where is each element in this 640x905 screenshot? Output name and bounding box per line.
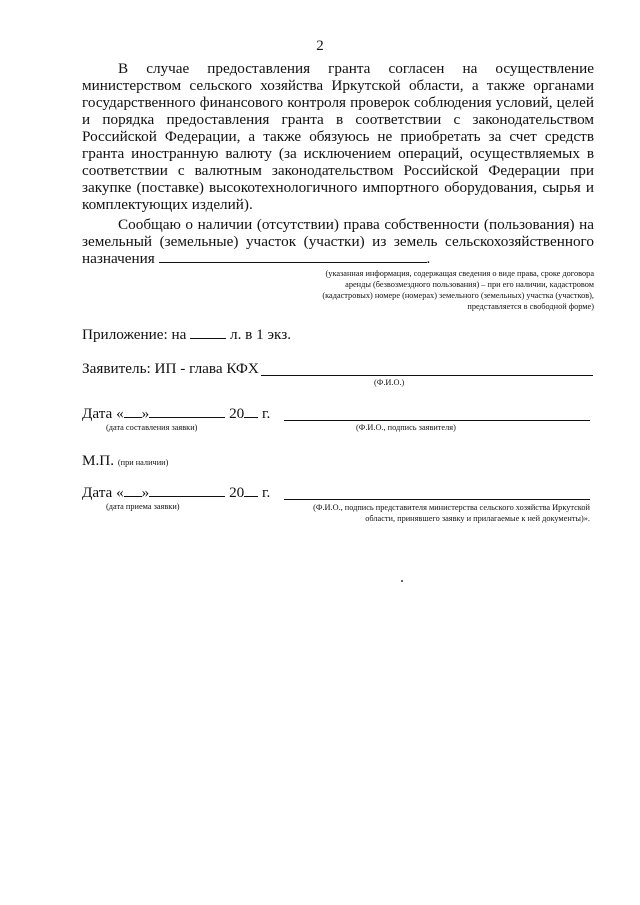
date2-caption-left: (дата приема заявки) (106, 502, 180, 511)
date2-g: г. (262, 484, 271, 501)
attachment-pages-blank[interactable] (190, 338, 226, 339)
page-number: 2 (316, 38, 324, 54)
date2-mid: » (141, 484, 150, 501)
date1-row (82, 405, 270, 423)
attachment-prefix: Приложение: на (82, 326, 187, 343)
date1-caption-left: (дата составления заявки) (106, 423, 198, 432)
stamp-note: (при наличии) (117, 458, 169, 467)
applicant-row (82, 360, 259, 378)
date2-row (82, 484, 270, 502)
stamp-label: М.П. (82, 452, 115, 469)
date1-year: 20 (229, 405, 245, 422)
date2-caption-right: (Ф.И.О., подпись представителя министерства сельского хозяйства Иркутской области, принявшего заявку и прилагаемые к ней документы)». (313, 503, 590, 523)
scan-speck (401, 580, 403, 582)
date1-caption-right: (Ф.И.О., подпись заявителя) (356, 423, 456, 432)
attachment-suffix: л. в 1 экз. (230, 326, 292, 343)
land-rights-paragraph (82, 216, 594, 267)
date2-year: 20 (229, 484, 245, 501)
date2-month-blank[interactable] (149, 496, 225, 497)
consent-text: В случае предоставления гранта согласен на осуществление министерством сельского хозяйства Иркутской области, а также органами государственного финансового контроля проверок соблюдения условий, целей и порядка предоставления гранта в соответствии с законодательством Российской Федерации, а также обязуюсь не приобретать за счет средств гранта иностранную валюту (за исключением операций, осуществляемых в соответствии с валютным законодательством Российской Федерации при закупке (поставке) высокотехнологичного импортного оборудования, сырья и комплектующих изделий). (82, 60, 594, 213)
date1-g: г. (262, 405, 271, 422)
date1-month-blank[interactable] (149, 417, 225, 418)
applicant-label: Заявитель: ИП - глава КФХ (82, 360, 259, 377)
stamp-row (82, 452, 168, 470)
date2-year-blank[interactable] (244, 496, 258, 497)
date2-label: Дата « (82, 484, 124, 501)
land-info-blank[interactable] (159, 262, 427, 263)
date1-year-blank[interactable] (244, 417, 258, 418)
applicant-name-line[interactable] (261, 375, 593, 376)
attachment-row (82, 326, 291, 344)
applicant-caption: (Ф.И.О.) (374, 378, 405, 387)
date1-label: Дата « (82, 405, 124, 422)
land-rights-text: Сообщаю о наличии (отсутствии) права собственности (пользования) на земельный (земельные) участок (участки) из земель сельскохозяйственного назначения (82, 216, 594, 267)
date1-day-blank[interactable] (124, 417, 142, 418)
land-rights-end: . (426, 250, 431, 267)
land-note: (указанная информация, содержащая сведения о виде права, сроке договора аренды (безвозмездного пользования) – при его наличии, кадастровом (кадастровых) номере (номерах) земельного (земельных) участка (участков), представляется в свободной форме) (322, 269, 594, 311)
date1-signature-line[interactable] (284, 420, 590, 421)
date1-mid: » (141, 405, 150, 422)
date2-day-blank[interactable] (124, 496, 142, 497)
date2-signature-line[interactable] (284, 499, 590, 500)
consent-paragraph (82, 60, 594, 213)
